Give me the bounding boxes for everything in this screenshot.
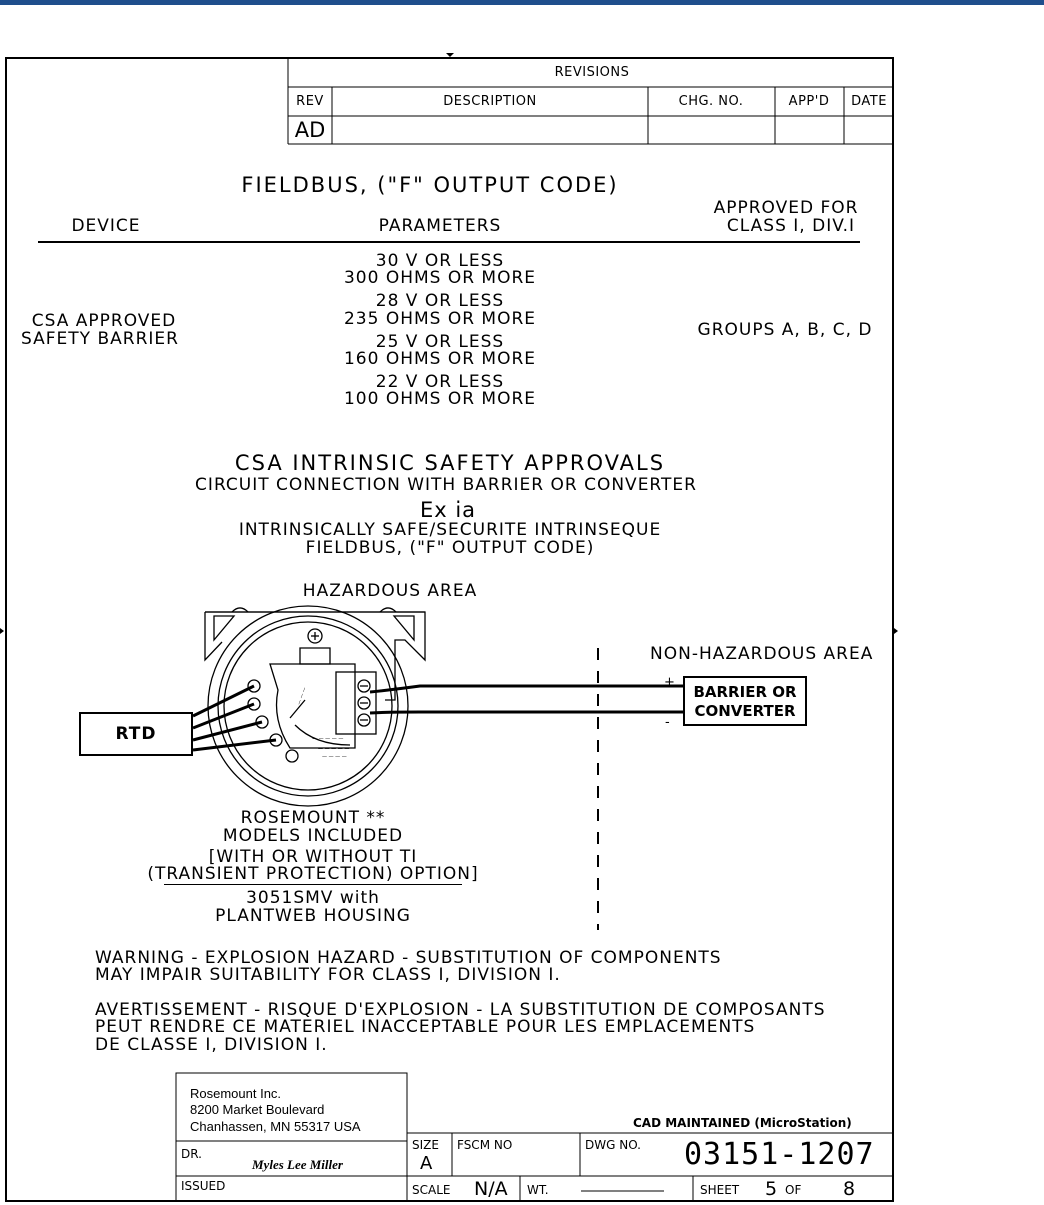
warning-fr-line-3: DE CLASSE I, DIVISION I. bbox=[95, 1035, 328, 1055]
barrier-line-2: CONVERTER bbox=[694, 702, 796, 720]
size-value: A bbox=[420, 1153, 433, 1174]
device-line-1: CSA APPROVED bbox=[31, 311, 177, 331]
param-row: 28 V OR LESS bbox=[375, 291, 505, 311]
models-line-4: (TRANSIENT PROTECTION) OPTION] bbox=[147, 864, 479, 884]
company-name: Rosemount Inc. bbox=[190, 1086, 282, 1101]
class-div-header: CLASS I, DIV.I bbox=[726, 216, 856, 236]
revisions-title: REVISIONS bbox=[554, 65, 630, 80]
svg-text:— — —: — — — bbox=[296, 686, 309, 706]
wt-label: WT. bbox=[527, 1183, 549, 1197]
device-line-2: SAFETY BARRIER bbox=[21, 329, 179, 349]
warning-fr-line-1: AVERTISSEMENT - RISQUE D'EXPLOSION - LA SUBSTITUTION DE COMPOSANTS bbox=[95, 1000, 826, 1020]
dwg-no-value: 03151-1207 bbox=[684, 1137, 875, 1172]
barrier-line-1: BARRIER OR bbox=[693, 683, 797, 701]
date-column-header: DATE bbox=[851, 94, 887, 109]
size-label: SIZE bbox=[412, 1138, 439, 1152]
non-hazardous-area-label: NON-HAZARDOUS AREA bbox=[650, 644, 874, 664]
chg-no-column-header: CHG. NO. bbox=[678, 94, 744, 109]
approval-title: CSA INTRINSIC SAFETY APPROVALS bbox=[234, 451, 666, 475]
models-line-6: PLANTWEB HOUSING bbox=[215, 906, 411, 926]
dwg-no-label: DWG NO. bbox=[585, 1138, 641, 1152]
svg-text:— — — — —: — — — — — bbox=[312, 736, 344, 742]
appd-column-header: APP'D bbox=[788, 94, 830, 109]
param-row: 25 V OR LESS bbox=[375, 332, 505, 352]
rev-column-header: REV bbox=[296, 94, 324, 109]
warning-en-line-2: MAY IMPAIR SUITABILITY FOR CLASS I, DIVISION I. bbox=[95, 965, 561, 985]
negative-terminal-mark: - bbox=[665, 715, 670, 730]
models-line-1: ROSEMOUNT ** bbox=[240, 808, 386, 828]
approval-ex-ia: Ex ia bbox=[419, 498, 477, 522]
scale-label: SCALE bbox=[412, 1183, 451, 1197]
models-line-2: MODELS INCLUDED bbox=[222, 826, 404, 846]
rev-value: AD bbox=[294, 118, 326, 142]
approval-line-2: CIRCUIT CONNECTION WITH BARRIER OR CONVERTER bbox=[195, 475, 697, 495]
warning-fr-line-2: PEUT RENDRE CE MATERIEL INACCEPTABLE POUR LES EMPLACEMENTS bbox=[95, 1017, 756, 1037]
parameters-column-header: PARAMETERS bbox=[378, 216, 502, 236]
company-address-2: Chanhassen, MN 55317 USA bbox=[190, 1119, 361, 1134]
approved-for-header: APPROVED FOR bbox=[713, 198, 859, 218]
sheet-value: 5 bbox=[765, 1178, 778, 1200]
warning-en-line-1: WARNING - EXPLOSION HAZARD - SUBSTITUTION OF COMPONENTS bbox=[95, 948, 722, 968]
sheet-total: 8 bbox=[843, 1178, 856, 1200]
fscm-label: FSCM NO bbox=[457, 1138, 513, 1152]
rtd-label: RTD bbox=[115, 724, 157, 744]
param-row: 235 OHMS OR MORE bbox=[343, 309, 537, 329]
param-row: 300 OHMS OR MORE bbox=[343, 268, 537, 288]
cad-maintained-note: CAD MAINTAINED (MicroStation) bbox=[633, 1116, 852, 1130]
fieldbus-table-title: FIELDBUS, ("F" OUTPUT CODE) bbox=[241, 173, 619, 197]
hazardous-area-label: HAZARDOUS AREA bbox=[302, 581, 478, 601]
svg-text:— — — — —: — — — — — bbox=[318, 746, 350, 752]
company-address-1: 8200 Market Boulevard bbox=[190, 1102, 325, 1117]
of-label: OF bbox=[785, 1183, 802, 1197]
param-row: 22 V OR LESS bbox=[375, 372, 505, 392]
svg-text:— — — —: — — — — bbox=[322, 754, 347, 760]
approval-line-5: FIELDBUS, ("F" OUTPUT CODE) bbox=[305, 538, 595, 558]
positive-terminal-mark: + bbox=[664, 675, 675, 690]
param-row: 100 OHMS OR MORE bbox=[343, 389, 537, 409]
approval-line-4: INTRINSICALLY SAFE/SECURITE INTRINSEQUE bbox=[238, 520, 662, 540]
drafter-signature: Myles Lee Miller bbox=[252, 1157, 343, 1172]
param-row: 160 OHMS OR MORE bbox=[343, 349, 537, 369]
sheet-label: SHEET bbox=[700, 1183, 740, 1197]
description-column-header: DESCRIPTION bbox=[443, 94, 537, 109]
param-row: 30 V OR LESS bbox=[375, 251, 505, 271]
groups-value: GROUPS A, B, C, D bbox=[697, 320, 873, 340]
models-line-3: [WITH OR WITHOUT TI bbox=[208, 847, 418, 867]
scale-value: N/A bbox=[474, 1178, 508, 1200]
dr-label: DR. bbox=[181, 1147, 202, 1161]
device-column-header: DEVICE bbox=[71, 216, 141, 236]
models-line-5: 3051SMV with bbox=[246, 888, 380, 908]
issued-label: ISSUED bbox=[181, 1179, 226, 1193]
